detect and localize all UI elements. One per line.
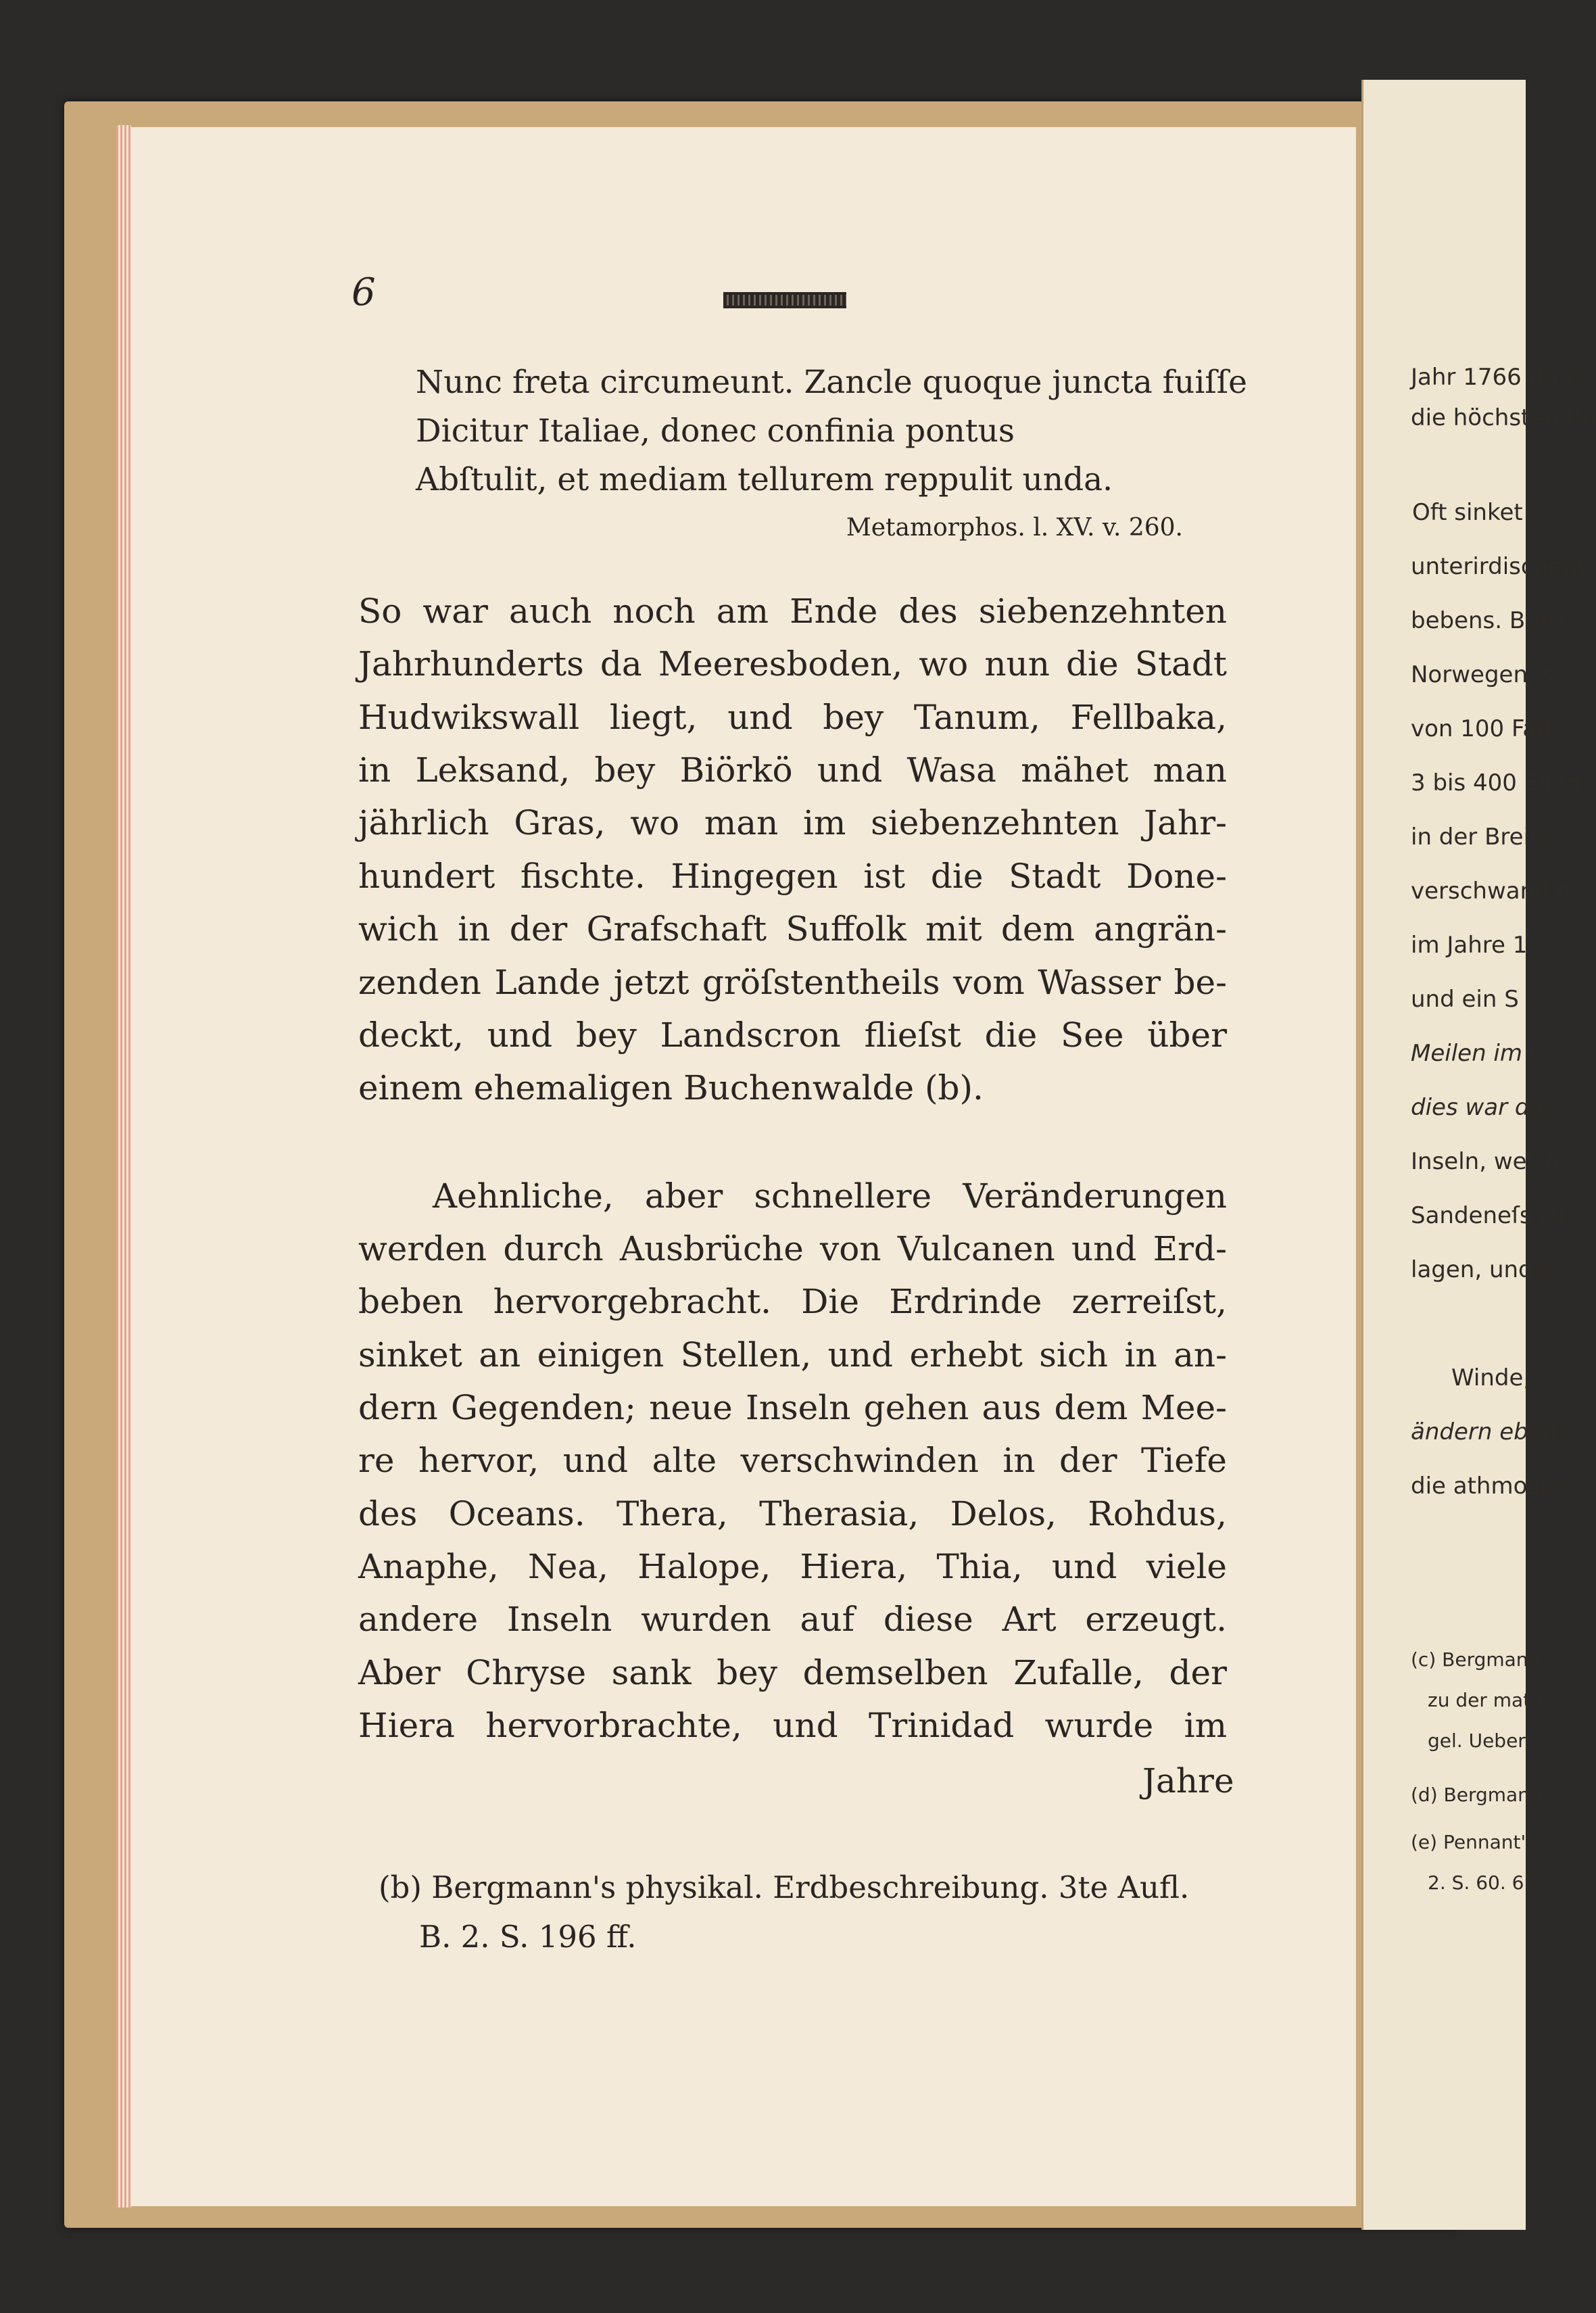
facing-line: ändern eben [1411,1418,1557,1446]
facing-line: von 100 Faden [1411,715,1580,742]
paragraph2-line: Anaphe, Nea, Halope, Hiera, Thia, und viele [358,1547,1227,1586]
facing-line: unterirdischem [1411,553,1585,580]
facing-line: (d) Bergmann [1411,1784,1542,1806]
paragraph2-line: sinket an einigen Stellen, und erhebt sich in an- [358,1335,1227,1375]
facing-line: Meilen im U [1411,1040,1547,1067]
footnote-line: B. 2. S. 196 ff. [419,1919,637,1955]
facing-line: die höchsten Be [1411,404,1596,431]
facing-page [1361,80,1596,2230]
paragraph2-line: andere Inseln wurden auf diese Art erzeugt. [358,1600,1227,1639]
paragraph1-line: deckt, und bey Landscron flieſst die See über [358,1016,1227,1055]
paragraph1-line: in Leksand, bey Biörkö und Wasa mähet man [358,750,1227,790]
facing-line: dies war das [1411,1094,1556,1121]
facing-line: zu der math [1428,1689,1543,1711]
poem-line: Nunc freta circumeunt. Zancle quoque juncta fuiſſe [416,364,1247,401]
facing-line: Norwegen, sa [1411,661,1569,688]
paragraph2-line: Aber Chryse sank bey demselben Zufalle, der [358,1653,1227,1692]
facing-line: 2. S. 60. 61. [1428,1871,1543,1894]
facing-line: die athmosph [1411,1473,1569,1500]
paragraph2-line: dern Gegenden; neue Inseln gehen aus dem Mee- [358,1388,1227,1427]
red-page-edge [116,125,131,2208]
facing-line: Jahr 1766 durch [1411,364,1595,391]
facing-line: verschwand n [1411,878,1572,905]
paragraph2-line: des Oceans. Thera, Therasia, Delos, Rohdus, [358,1494,1227,1533]
facing-line: Inseln, welch [1411,1148,1561,1175]
footnote-line: (b) Bergmann's physikal. Erdbeschreibung. 3te Aufl. [379,1869,1190,1905]
facing-line: 3 bis 400 Ellen [1411,769,1580,796]
poem-line: Dicitur Italiae, donec confinia pontus [416,412,1015,450]
poem-source: Metamorphos. l. XV. v. 260. [846,514,1183,542]
paragraph1-line: So war auch noch am Ende des siebenzehnten [358,592,1227,631]
paragraph1-line: Jahrhunderts da Meeresboden, wo nun die Stadt [358,644,1227,684]
paragraph2-line: Hiera hervorbrachte, und Trinidad wurde im [358,1706,1227,1745]
facing-line: lagen, und a [1411,1256,1555,1283]
facing-line: Oft sinket [1412,499,1523,526]
paragraph1-line: zenden Lande jetzt gröſstentheils vom Wasser be- [358,963,1227,1002]
paragraph2-line: beben hervorgebracht. Die Erdrinde zerreiſst, [358,1282,1227,1321]
catchword: Jahre [1142,1761,1234,1801]
paragraph1-line: wich in der Grafschaft Suffolk mit dem angrän- [358,909,1227,949]
facing-line: im Jahre 1 [1411,932,1528,959]
facing-line: gel. Uebers. [1428,1730,1542,1752]
poem-line: Abſtulit, et mediam tellurem reppulit unda. [416,461,1113,498]
paragraph1-line: Hudwikswall liegt, und bey Tanum, Fellbaka, [358,698,1227,737]
facing-line: (c) Bergmann [1411,1648,1541,1671]
paragraph1-line: einem ehemaligen Buchenwalde (b). [358,1068,984,1107]
paragraph1-line: hundert fischte. Hingegen ist die Stadt Done- [358,857,1227,896]
page-number: 6 [352,270,376,314]
facing-line: bebens. Borg [1411,607,1563,634]
paragraph2-line: Aehnliche, aber schnellere Veränderungen [433,1176,1227,1216]
facing-line: in der Breite. [1411,824,1561,851]
facing-line: Sandeneſs zu [1411,1202,1566,1229]
facing-line: und ein S [1411,986,1519,1013]
paragraph2-line: werden durch Ausbrüche von Vulcanen und Erd- [358,1229,1227,1268]
header-ornament [723,292,846,308]
paragraph1-line: jährlich Gras, wo man im siebenzehnten Jahr- [358,803,1227,842]
facing-line: Winde, [1451,1364,1531,1391]
facing-line: (e) Pennant's [1411,1831,1536,1853]
paragraph2-line: re hervor, und alte verschwinden in der Tiefe [358,1441,1227,1480]
